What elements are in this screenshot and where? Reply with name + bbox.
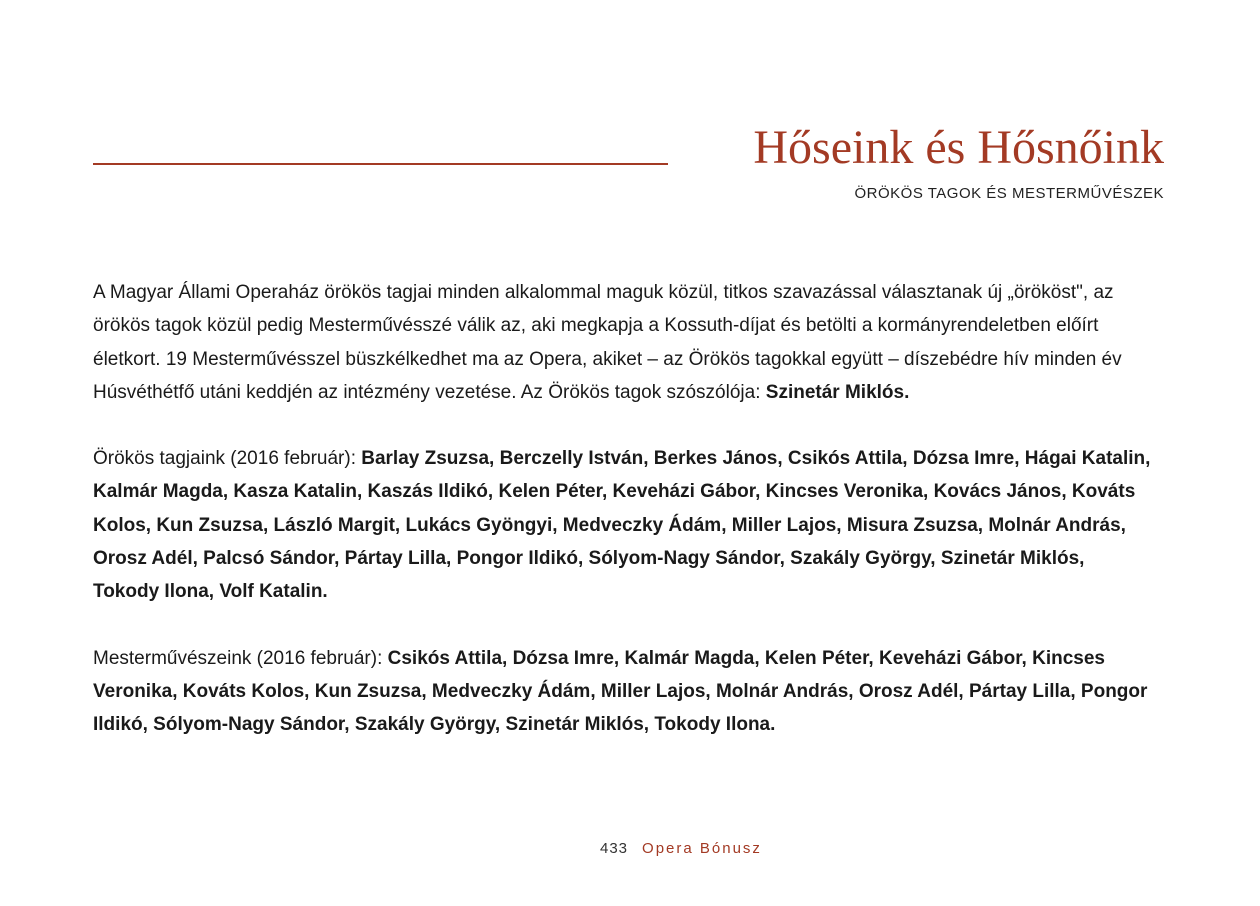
title-rule xyxy=(93,163,668,165)
spokesperson-name: Szinetár Miklós. xyxy=(765,381,910,403)
master-artists-paragraph xyxy=(93,642,1153,742)
page-footer xyxy=(600,838,762,860)
intro-paragraph xyxy=(93,276,1153,409)
master-artists-names: Csikós Attila, Dózsa Imre, Kalmár Magda, Kelen Péter, Keveházi Gábor, Kincses Veronika, Kováts Kolos, Kun Zsuzsa, Medveczky Ádám, Miller Lajos, Molnár András, Orosz Adél, Pártay Lilla, Pongor Ildikó, Sólyom-Nagy Sándor, Szakály György, Szinetár Miklós, Tokody Ilona. xyxy=(93,647,1148,736)
master-artists-label: Mesterművészeink (2016 február): xyxy=(93,647,388,669)
page-number: 433 xyxy=(600,840,629,857)
publication-name: Opera Bónusz xyxy=(642,840,762,857)
honorary-members-paragraph xyxy=(93,442,1153,608)
page-title: Hőseink és Hősnőink xyxy=(753,121,1164,174)
honorary-members-label: Örökös tagjaink (2016 február): xyxy=(93,448,362,470)
article-body xyxy=(93,276,1153,775)
page-subtitle: ÖRÖKÖS TAGOK ÉS MESTERMŰVÉSZEK xyxy=(854,185,1164,202)
intro-text: A Magyar Állami Operaház örökös tagjai minden alkalommal maguk közül, titkos szavazással választanak új „örököst", az örökös tagok közül pedig Mesterművésszé válik az, aki megkapja a Kossuth-díjat és betölti a kormányrendeletben előírt életkort. 19 Mesterművésszel büszkélkedhet ma az Opera, akiket – az Örökös tagokkal együtt – díszebédre hív minden év Húsvéthétfő utáni keddjén az intézmény vezetése. Az Örökös tagok szószólója: xyxy=(93,282,1122,403)
honorary-members-names: Barlay Zsuzsa, Berczelly István, Berkes János, Csikós Attila, Dózsa Imre, Hágai Katalin, Kalmár Magda, Kasza Katalin, Kaszás Ildikó, Kelen Péter, Keveházi Gábor, Kincses Veronika, Kovács János, Kováts Kolos, Kun Zsuzsa, László Margit, Lukács Gyöngyi, Medveczky Ádám, Miller Lajos, Misura Zsuzsa, Molnár András, Orosz Adél, Palcsó Sándor, Pártay Lilla, Pongor Ildikó, Sólyom-Nagy Sándor, Szakály György, Szinetár Miklós, Tokody Ilona, Volf Katalin. xyxy=(93,448,1151,603)
